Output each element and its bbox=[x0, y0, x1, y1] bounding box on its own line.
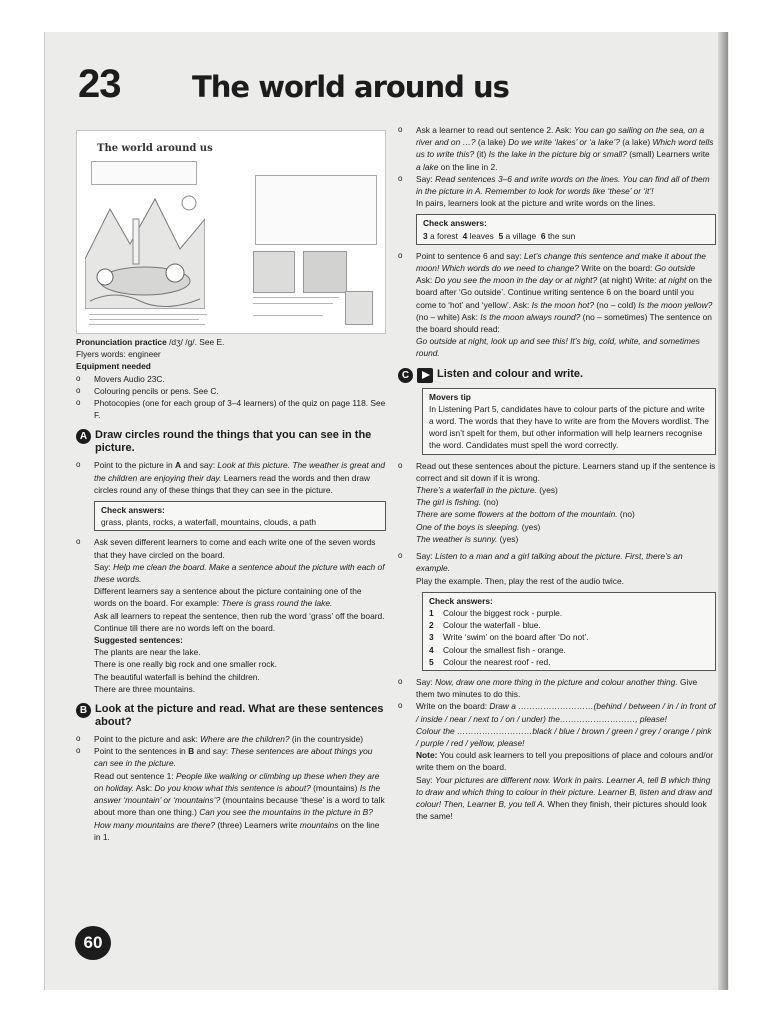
equipment-item: o Colouring pencils or pens. See C. bbox=[76, 385, 386, 397]
section-c-step-1: o Read out these sentences about the picture. Learners stand up if the sentence is correct and sit down if it is wrong. There’s a waterfall in the picture. (yes) The girl is fishing. (no) There are some flowers at the bottom of the mountain. (no) One of the boys is sleeping. (yes) The weather is sunny. (yes) bbox=[398, 460, 716, 545]
section-c-step-2: o Say: Listen to a man and a girl talking about the picture. First, there’s an example. Play the example. Then, play the rest of the audio twice. bbox=[398, 550, 716, 587]
page-edge-shadow bbox=[718, 32, 728, 990]
check-answers-title: Check answers: bbox=[101, 505, 165, 516]
section-c-step-4: o Write on the board: Draw a ………………………(behind / between / in / in front of / inside / near / next to / on / under) the………………………, please! Colour the ………………………black / blue / brown / green / grey / orange / pink / purple / red / yellow, please! Note: You could ask learners to tell you prepositions of place and colours and/or write them on the board. Say: Your pictures are different now. Work in pairs. Learner A, tell B which thing to draw and which thing to colour in their picture. Learner B, listen and draw and colour! Then, Learner B, you tell A. When they finish, their pictures should look the same! bbox=[398, 700, 716, 822]
section-b-step-5: o Point to sentence 6 and say: Let’s change this sentence and make it about the moon! Which words do we need to change? Write on the board: Go outside Ask: Do you see the moon in the day or at night? (at night) Write: at night on the board after ‘Go outside’. Continue writing sentence 6 on the board until you come to ‘hot’ and ‘yellow’. Ask: Is the moon hot? (no – cold) Is the moon yellow? (no – white) Ask: Is the moon always round? (no – sometimes) The sentence on the board should read: Go outside at night, look up and see this! It’s big, cold, white, and sometimes round. bbox=[398, 250, 716, 360]
pronunciation-detail: /dʒ/ /g/. See E. bbox=[169, 337, 225, 347]
section-b-step-3: o Ask a learner to read out sentence 2. Ask: You can go sailing on the sea, on a river and on …? (a lake) Do we write ‘lakes’ or ‘a lake’? (a lake) Which word tells us to write this? (it) Is the lake in the picture big or small? (small) Learners write a lake on the line in 2. bbox=[398, 124, 716, 173]
unit-number: 23 bbox=[78, 62, 121, 106]
equipment-heading: Equipment needed bbox=[76, 361, 151, 372]
audio-play-icon bbox=[417, 368, 433, 383]
check-answers-title: Check answers: bbox=[429, 595, 493, 606]
section-b-step-1: o Point to the picture and ask: Where are the children? (in the countryside) bbox=[76, 733, 386, 745]
suggested-sentences-heading: Suggested sentences: bbox=[94, 635, 183, 646]
equipment-item: o Movers Audio 23C. bbox=[76, 373, 386, 385]
countryside-scene-illustration bbox=[85, 189, 205, 309]
section-c-heading bbox=[398, 368, 716, 383]
thumbnail-picture-2 bbox=[303, 251, 347, 293]
section-a-step-1: o Point to the picture in A and say: Look at this picture. The weather is great and the children are enjoying their day. Learners read the words and then draw circles round any of these things that they can see in the picture. bbox=[76, 459, 386, 496]
answer-item: 1 Colour the biggest rock - purple. bbox=[429, 607, 563, 618]
check-answers-box-b bbox=[416, 214, 716, 244]
answer-item: 3 Write ‘swim’ on the board after ‘Do not’. bbox=[429, 632, 589, 643]
section-b-step-2: o Point to the sentences in B and say: These sentences are about things you can see in the picture. Read out sentence 1: People like walking or climbing up these when they are on holiday. Ask: Do you know what this sentence is about? (mountains) Is the answer ‘mountain’ or ‘mountains’? (mountains because ‘these’ is a word to talk about more than one thing.) Can you see the mountains in the picture in B? How many mountains are there? (three) Learners write mountains on the line in 1. bbox=[76, 745, 386, 843]
preparation-block bbox=[76, 336, 386, 421]
suggested-sentence: There is one really big rock and one smaller rock. bbox=[94, 659, 277, 670]
answer-item: 2 Colour the waterfall - blue. bbox=[429, 620, 541, 631]
section-a-step-2: o Ask seven different learners to come and each write one of the seven words that they have circled on the board. Say: Help me clean the board. Make a sentence about the picture with each of these words. Different learners say a sentence about the picture containing one of the words on the board. For example: There is grass round the lake. Ask all learners to repeat the sentence, then rub the word ‘grass’ off the board. Continue till there are no words left on the board. Suggested sentences: The plants are near the lake. There is one really big rock and one smaller rock. The beautiful waterfall is behind the children. There are three mountains. bbox=[76, 536, 386, 695]
thumbnail-reading-box bbox=[255, 175, 377, 245]
answer-item: 5 Colour the nearest roof - red. bbox=[429, 656, 551, 667]
thumbnail-picture-1 bbox=[253, 251, 295, 293]
section-letter-badge: C bbox=[398, 368, 413, 383]
section-letter-badge: B bbox=[76, 703, 91, 718]
section-letter-badge: A bbox=[76, 429, 91, 444]
movers-tip-text: In Listening Part 5, candidates have to colour parts of the picture and write a word. The words that they have to write are from the Movers wordlist. The word isn’t spelt for them, but other information will help learners recognise the word. Candidates must spell the word correctly. bbox=[429, 403, 709, 451]
equipment-item: o Photocopies (one for each group of 3–4 learners) of the quiz on page 118. See F. bbox=[76, 397, 386, 421]
section-b-title: Look at the picture and read. What are these sentences about? bbox=[95, 703, 384, 729]
check-answers-title: Check answers: bbox=[423, 218, 487, 229]
section-c-title: Listen and colour and write. bbox=[437, 367, 584, 380]
check-answers-text: grass, plants, rocks, a waterfall, mountains, clouds, a path bbox=[101, 517, 317, 528]
movers-tip-box bbox=[422, 388, 716, 455]
unit-title: The world around us bbox=[192, 70, 509, 104]
pronunciation-label: Pronunciation practice bbox=[76, 337, 167, 347]
flyers-words: Flyers words: engineer bbox=[76, 349, 161, 360]
section-c-step-3: o Say: Now, draw one more thing in the picture and colour another thing. Give them two minutes to do this. bbox=[398, 676, 716, 700]
suggested-sentence: The beautiful waterfall is behind the children. bbox=[94, 671, 260, 682]
student-book-thumbnail bbox=[76, 130, 386, 334]
right-column bbox=[398, 124, 716, 822]
section-a-title: Draw circles round the things that you can see in the picture. bbox=[95, 429, 372, 455]
section-b-step-4: o Say: Read sentences 3–6 and write words on the lines. You can find all of them in the picture in A. Remember to look for words like ‘these’ or ‘it’! In pairs, learners look at the picture and write words on the lines. bbox=[398, 173, 716, 210]
suggested-sentence: There are three mountains. bbox=[94, 683, 196, 694]
left-column bbox=[76, 130, 386, 843]
check-answers-list: 3 a forest 4 leaves 5 a village 6 the sun bbox=[423, 230, 576, 241]
thumbnail-picture-3 bbox=[345, 291, 373, 325]
page-number: 60 bbox=[75, 926, 111, 960]
answer-item: 4 Colour the smallest fish - orange. bbox=[429, 644, 566, 655]
suggested-sentence: The plants are near the lake. bbox=[94, 647, 201, 658]
thumbnail-title: The world around us bbox=[97, 143, 213, 154]
thumbnail-word-box bbox=[91, 161, 197, 185]
section-b-heading bbox=[76, 703, 386, 729]
section-a-heading bbox=[76, 429, 386, 455]
check-answers-box-c bbox=[422, 592, 716, 671]
movers-tip-title: Movers tip bbox=[429, 391, 471, 402]
check-answers-box-a bbox=[94, 501, 386, 531]
